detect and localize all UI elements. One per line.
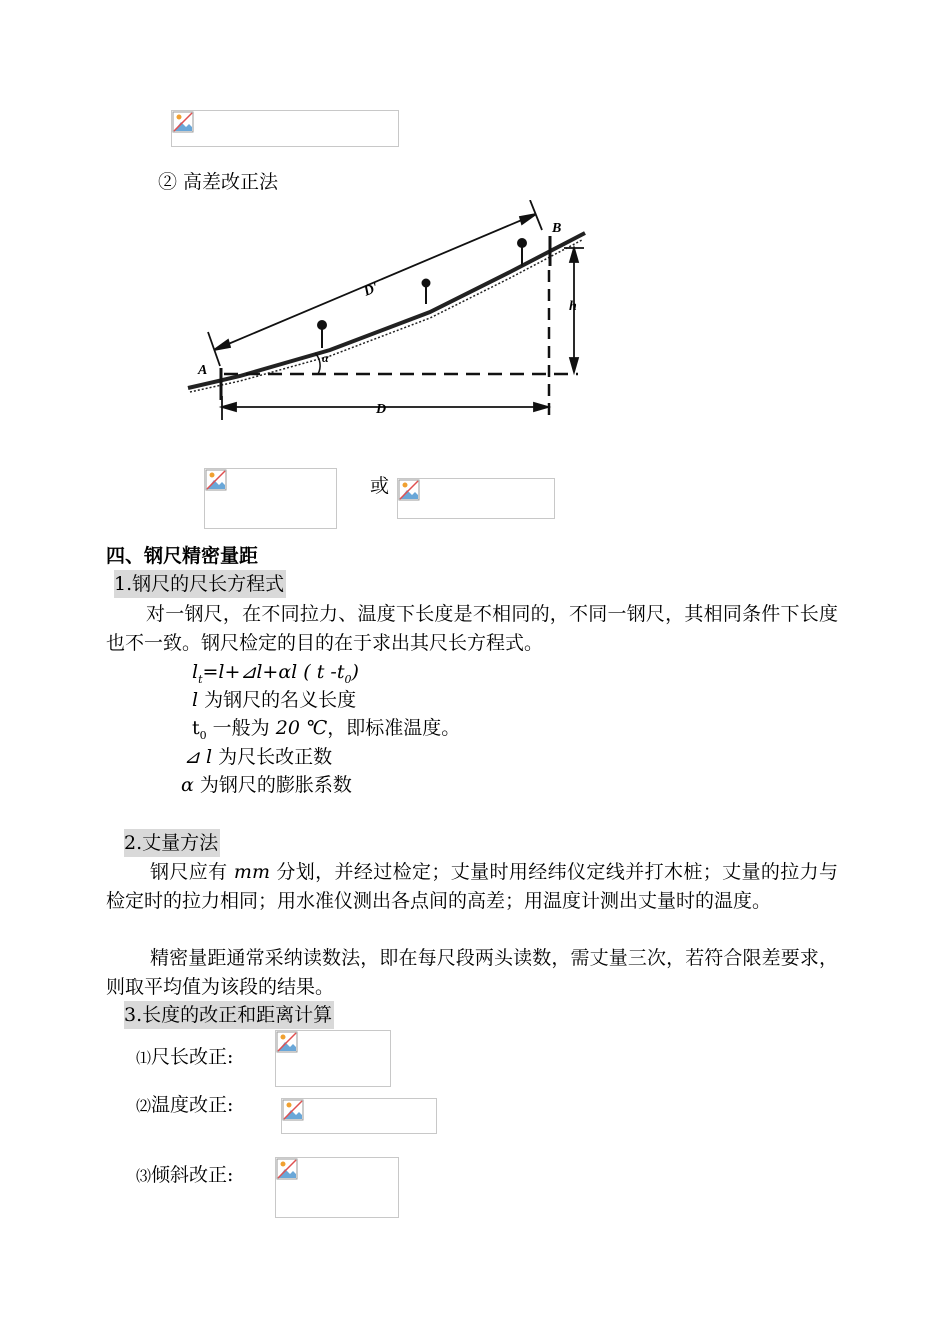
correction-temperature-image — [281, 1098, 437, 1134]
definition-expansion-coefficient: α 为钢尺的膨胀系数 — [181, 774, 352, 796]
subsection-3-heading: 3.长度的改正和距离计算 — [124, 1001, 334, 1029]
correction-tape-length-image — [275, 1030, 391, 1087]
formula-image-right — [397, 478, 555, 519]
section-4-heading: 四、钢尺精密量距 — [106, 545, 259, 567]
subsection-1-heading: 1.钢尺的尺长方程式 — [114, 570, 286, 598]
label-h: h — [569, 299, 577, 314]
broken-image-icon — [205, 469, 227, 491]
definition-standard-temperature: $t_0$ 一般为 20 ℃，即标准温度。 — [192, 717, 461, 742]
correction-slope-image — [275, 1157, 399, 1218]
label-B: B — [552, 221, 562, 236]
formula-image-placeholder — [171, 110, 399, 147]
tape-length-equation: $l_t=l+⊿l+\alpha l$ ( t $-t_0$) — [192, 661, 359, 686]
label-alpha: α — [322, 351, 329, 365]
definition-length-correction: ⊿ l 为尺长改正数 — [184, 746, 333, 768]
broken-image-icon — [276, 1031, 298, 1053]
correction-temperature-label: ⑵温度改正: — [136, 1094, 234, 1116]
correction-slope-label: ⑶倾斜改正: — [136, 1164, 234, 1186]
broken-image-icon — [398, 479, 420, 501]
label-D: D — [376, 402, 387, 417]
subsection-1-paragraph: 对一钢尺，在不同拉力、温度下长度是不相同的，不同一钢尺，其相同条件下长度也不一致。钢尺检定的目的在于求出其尺长方程式。 — [106, 603, 838, 654]
definition-nominal-length: l 为钢尺的名义长度 — [192, 689, 357, 711]
subsection-2-paragraph-2: 精密量距通常采纳读数法，即在每尺段两头读数，需丈量三次，若符合限差要求，则取平均值为该段的结果。 — [106, 947, 838, 998]
or-text: 或 — [370, 475, 390, 497]
broken-image-icon — [276, 1158, 298, 1180]
correction-tape-length-label: ⑴尺长改正: — [136, 1046, 234, 1068]
broken-image-icon — [172, 111, 194, 133]
ground-slope — [188, 233, 585, 392]
subsection-2-heading: 2.丈量方法 — [124, 829, 220, 857]
broken-image-icon — [282, 1099, 304, 1121]
label-D-slope: D' — [361, 280, 381, 300]
slope-distance-diagram — [180, 200, 600, 430]
method-2-label: ② 高差改正法 — [158, 171, 279, 193]
subsection-2-paragraph-1: 钢尺应有 mm 分划，并经过检定；丈量时用经纬仪定线并打木桩；丈量的拉力与检定时的拉力相同；用水准仪测出各点间的高差；用温度计测出丈量时的温度。 — [106, 861, 838, 912]
label-A: A — [198, 363, 208, 378]
formula-image-left — [204, 468, 337, 529]
